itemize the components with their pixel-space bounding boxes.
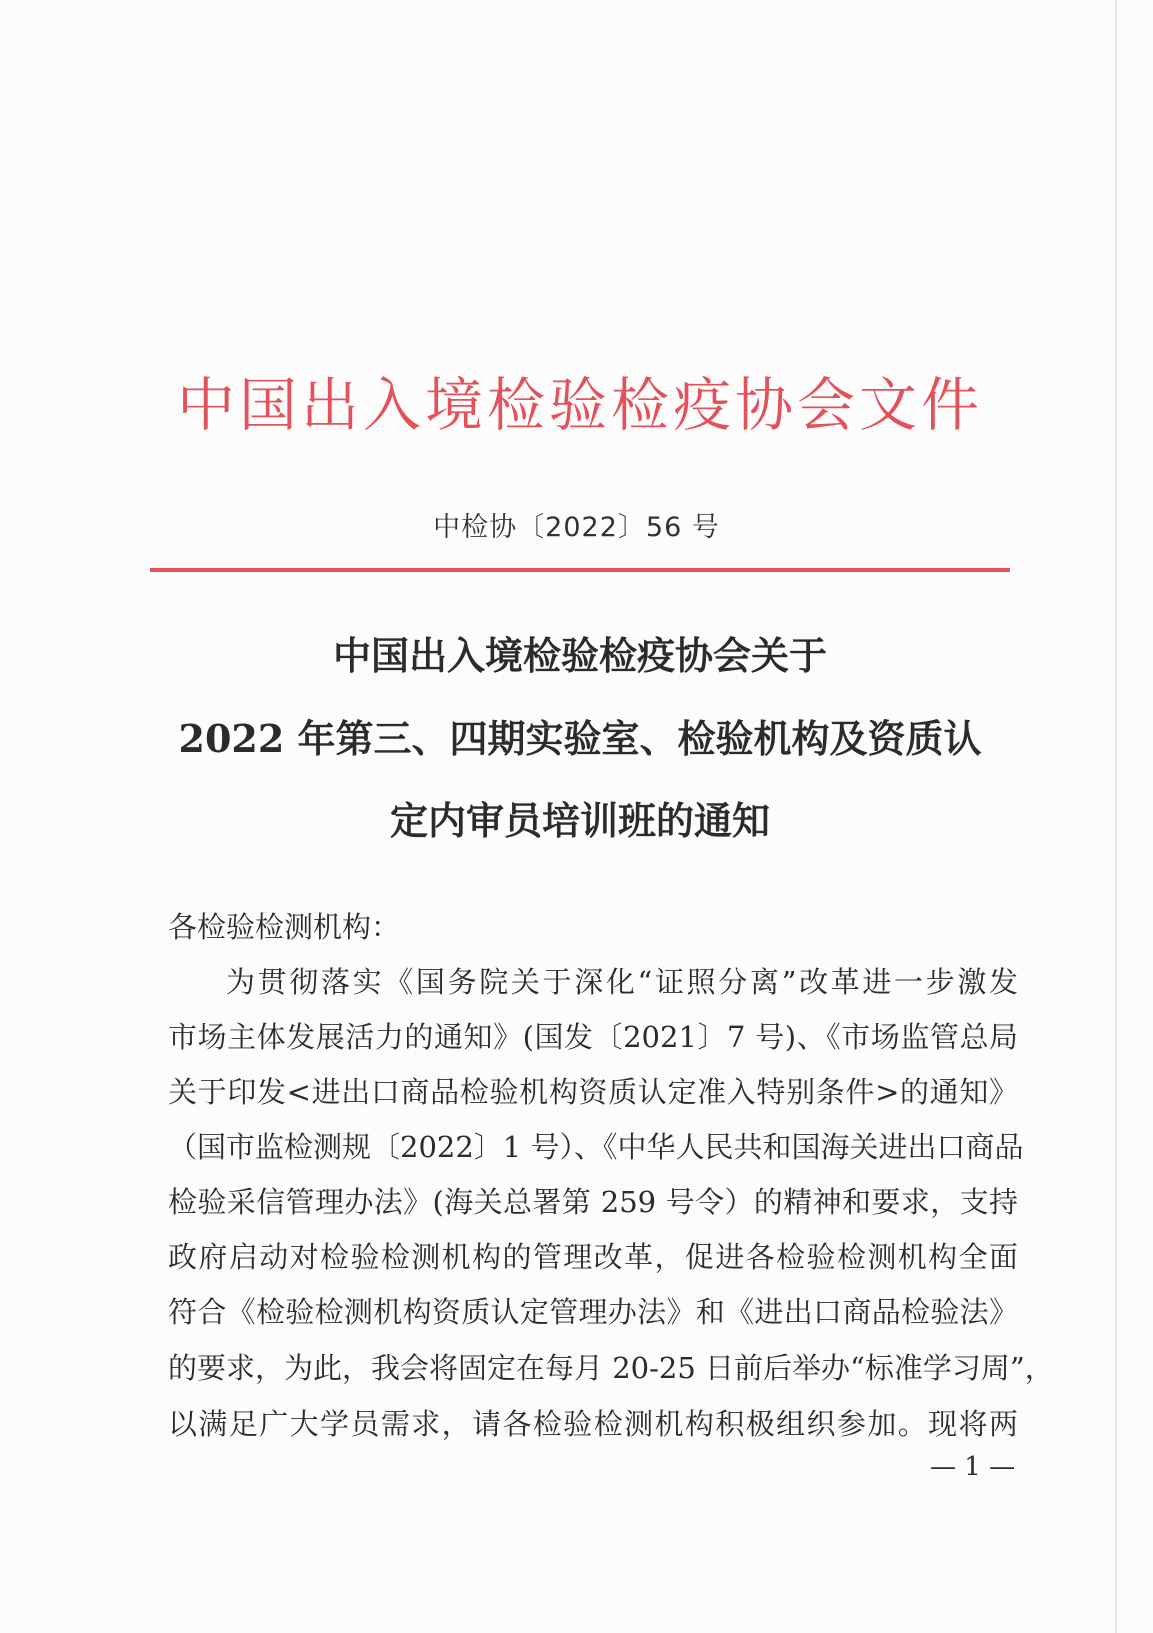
page-number: — 1 — <box>930 1452 1016 1482</box>
body-line: （国市监检测规〔2022〕1 号）、《中华人民共和国海关进出口商品 <box>168 1130 1024 1164</box>
notice-title-line-2: 2022 年第三、四期实验室、检验机构及资质认 <box>178 716 982 761</box>
body-line: 符合《检验检测机构资质认定管理办法》和《进出口商品检验法》 <box>168 1295 1018 1329</box>
document-number: 中检协〔2022〕56 号 <box>433 512 720 543</box>
body-line: 的要求，为此，我会将固定在每月 20-25 日前后举办“标准学习周”， <box>168 1351 1054 1385</box>
body-line: 关于印发<进出口商品检验机构资质认定准入特别条件>的通知》 <box>168 1075 1018 1109</box>
letterhead-title: 中国出入境检验检疫协会文件 <box>176 371 983 439</box>
body-line: 为贯彻落实《国务院关于深化“证照分离”改革进一步激发 <box>226 965 1018 999</box>
salutation: 各检验检测机构： <box>168 910 401 944</box>
body-line: 政府启动对检验检测机构的管理改革，促进各检验检测机构全面 <box>168 1240 1018 1274</box>
notice-title-line-1: 中国出入境检验检疫协会关于 <box>332 633 827 678</box>
body-line: 检验采信管理办法》(海关总署第 259 号令）的精神和要求，支持 <box>168 1185 1018 1219</box>
body-line: 市场主体发展活力的通知》(国发〔2021〕7 号)、《市场监管总局 <box>168 1020 1018 1054</box>
letterhead-divider <box>150 568 1010 572</box>
notice-title-line-3: 定内审员培训班的通知 <box>389 798 770 843</box>
scan-edge-line <box>1115 0 1117 1633</box>
body-line: 以满足广大学员需求，请各检验检测机构积极组织参加。现将两 <box>168 1407 1018 1441</box>
